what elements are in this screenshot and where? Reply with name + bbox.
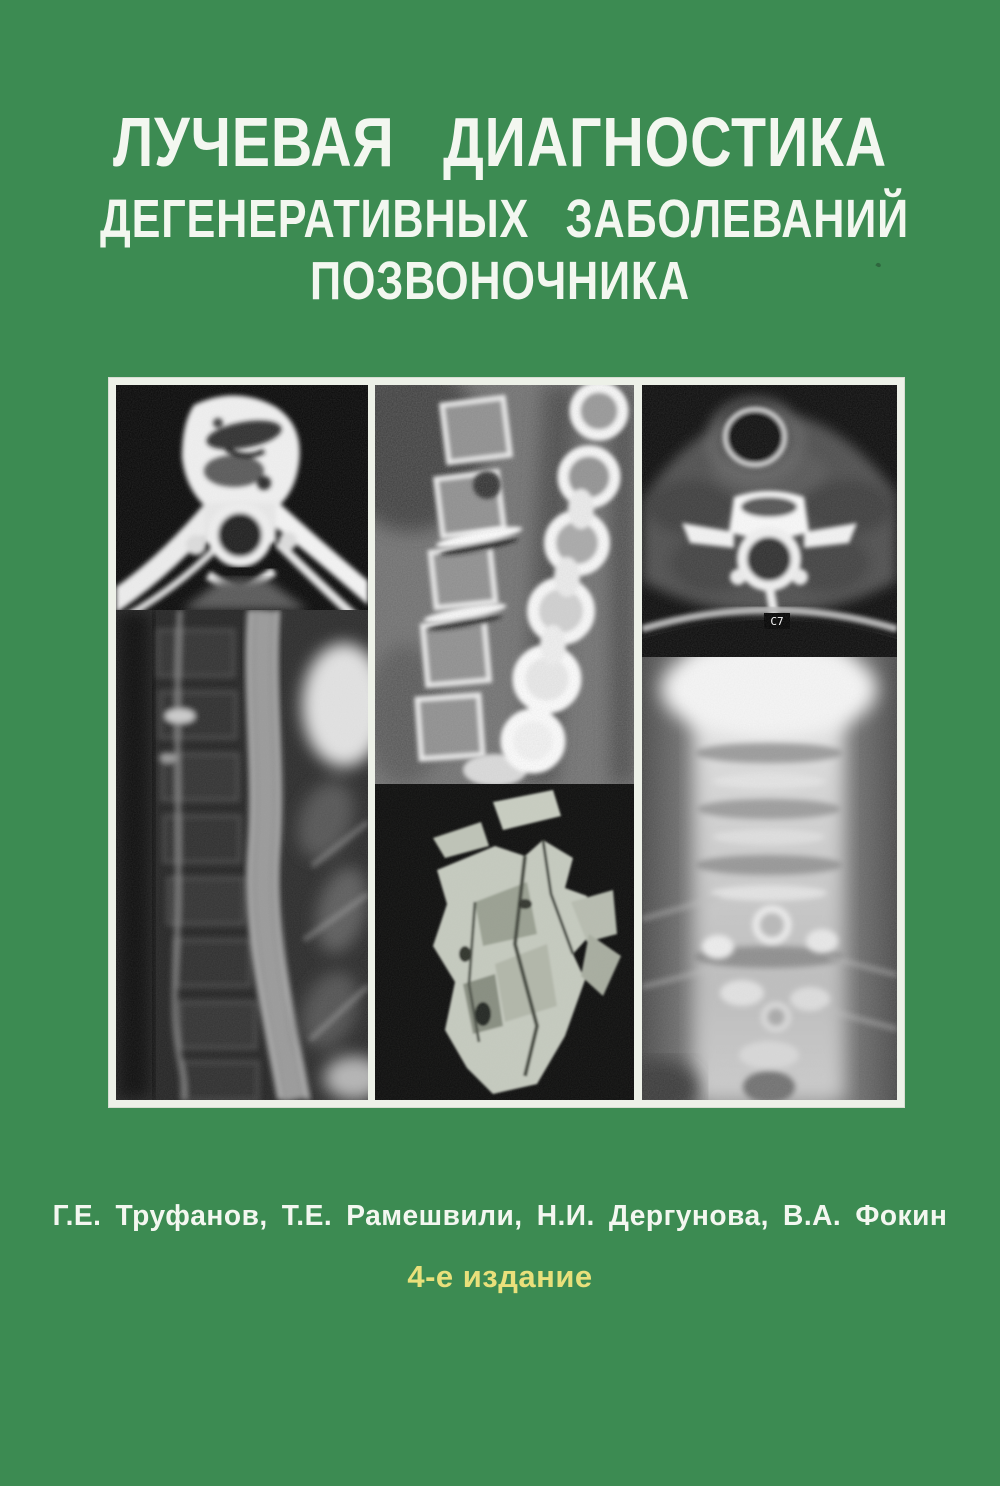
title-line-3: ПОЗВОНОЧНИКА <box>309 251 690 311</box>
edition-label: 4-е издание <box>407 1259 593 1294</box>
title-line-2: ДЕГЕНЕРАТИВНЫХ ЗАБОЛЕВАНИЙ <box>100 189 909 249</box>
c7-label: C7 <box>770 615 784 628</box>
frontal-xray-image <box>642 657 897 1100</box>
title-line-1: ЛУЧЕВАЯ ДИАГНОСТИКА <box>112 103 888 181</box>
axial-ct-craniocervical-image <box>116 385 368 610</box>
authors-line: Г.Е. Труфанов, Т.Е. Рамешвили, Н.И. Дергунова, В.А. Фокин <box>52 1200 948 1232</box>
axial-ct-c7-image <box>642 385 897 657</box>
panel-axial-ct-c7 <box>642 385 897 657</box>
sagittal-mri-image <box>116 610 368 1100</box>
ct-3d-reconstruction-image <box>375 784 634 1100</box>
panel-sagittal-ct-spine <box>375 385 634 784</box>
panel-frontal-xray-cervical-spine <box>642 657 897 1100</box>
radiology-collage <box>108 377 905 1108</box>
sagittal-ct-image <box>375 385 634 784</box>
panel-axial-ct-craniocervical <box>116 385 368 610</box>
panel-sagittal-mri-cervical-spine <box>116 610 368 1100</box>
panel-ct-3d-bone-reconstruction <box>375 784 634 1100</box>
